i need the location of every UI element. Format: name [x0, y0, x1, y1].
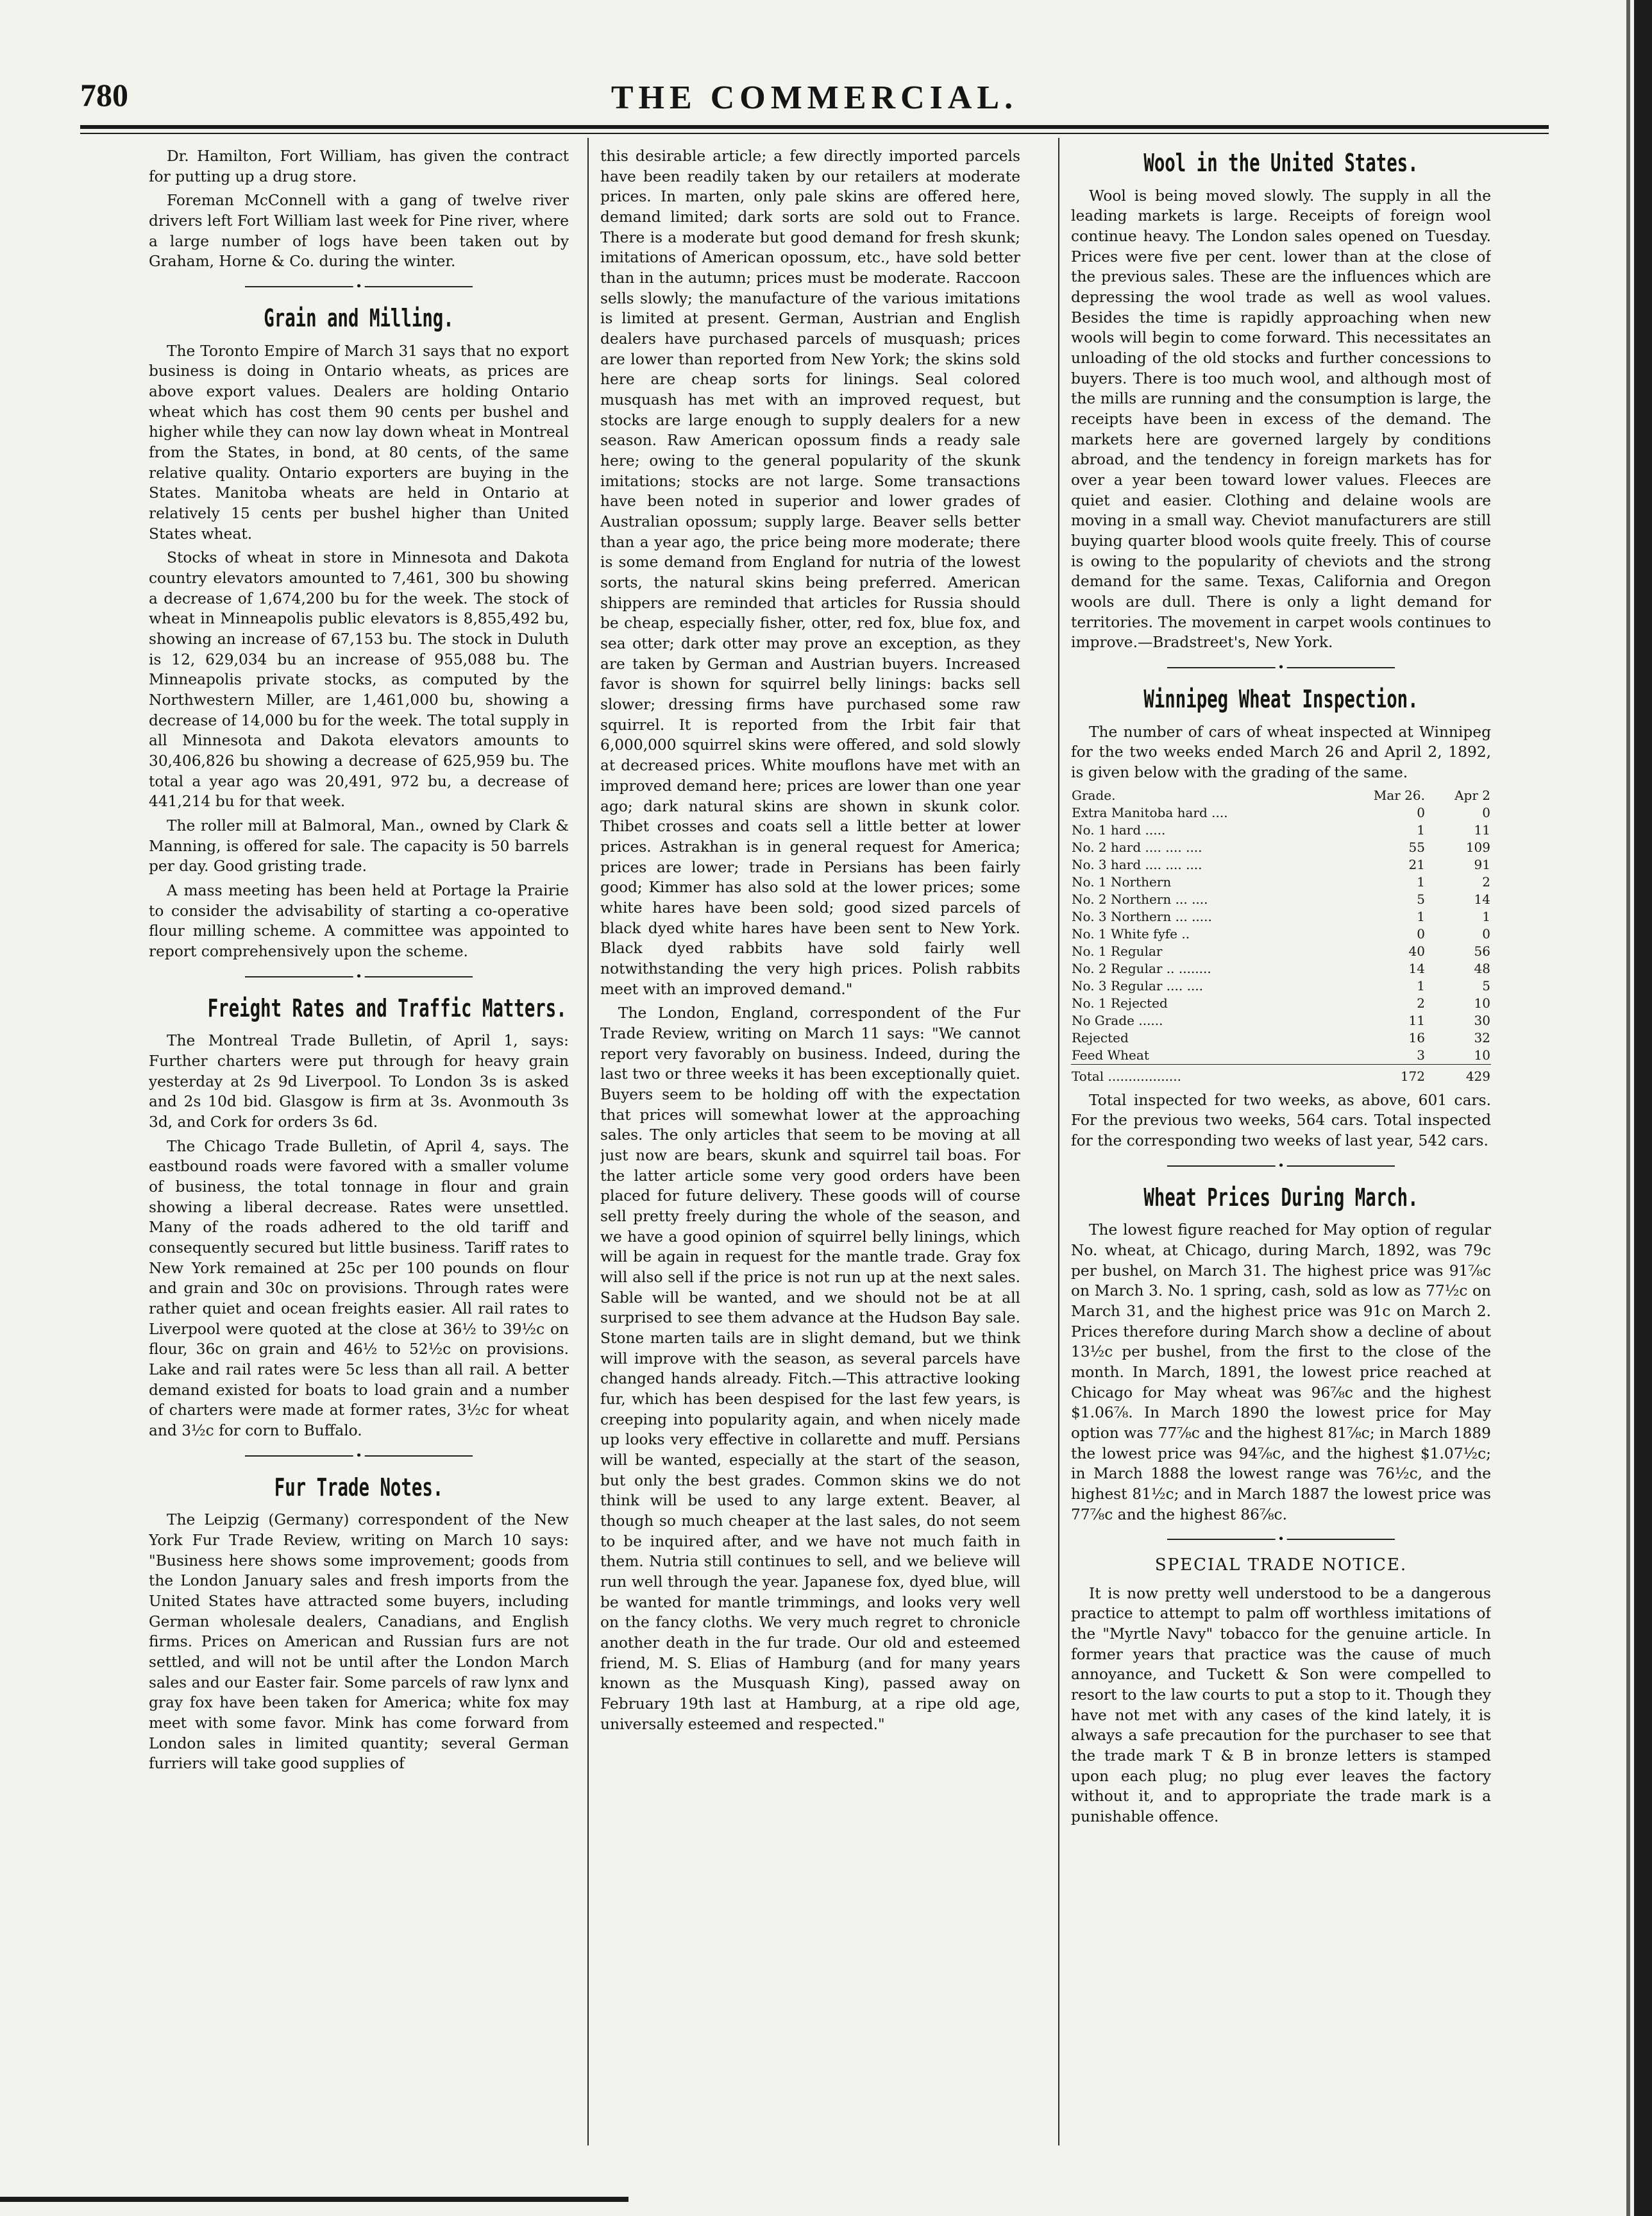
article-paragraph: Stocks of wheat in store in Minnesota and Dakota country elevators amounted to 7,461, 300 bu showing a decrease of 1,674,200 bu for the week. The stock of wheat in Minneapolis public elevators is 8,855,492 bu, showing an increase of 67,153 bu. The stock in Duluth is 12, 629,034 bu an increase of 955,088 bu. The Minneapolis private stocks, as computed by the Northwestern Miller, are 1,461,000 bu, showing a decrease of 14,000 bu for the week. The total supply in all Minnesota and Dakota elevators amounts to 30,406,826 bu showing a decrease of 625,959 bu. The total a year ago was 20,491, 972 bu, a decrease of 441,214 bu for that week.: [149, 549, 569, 811]
section-separator: •: [1071, 662, 1491, 673]
article-paragraph: Total inspected for two weeks, as above, 601 cars. For the previous two weeks, 564 cars. Total inspected for the corresponding two weeks of last year, 542 cars.: [1071, 1091, 1491, 1149]
section-heading-grain: Grain and Milling.: [264, 304, 454, 333]
section-separator: •: [149, 1450, 569, 1462]
table-cell: No. 1 hard .....: [1072, 822, 1166, 838]
section-heading-freight: Freight Rates and Traffic Matters.: [207, 994, 567, 1022]
article-paragraph: The London, England, correspondent of the Fur Trade Review, writing on March 11 says: "We cannot report very favorably on business. Indeed, during the last two or three weeks it has been exceptionally quiet. Buyers seem to be holding off with the expectation that prices will somewhat lower at the approaching sales. The only articles that seem to be moving at all just now are bears, skunk and squirrel tail boas. For the latter article some very good orders have been placed for future delivery. These goods will of course sell pretty freely during the whole of the season, and we have a good opinion of squirrel belly linings, which will be again in request for the mantle trade. Gray fox will also sell if the price is not run up at the next sales. Sable will be wanted, and we should not be at all surprised to see them advance at the Hudson Bay sale. Stone marten tails are in slight demand, but we think will improve with the season, as several parcels have changed hands already. Fitch.—This attractive looking fur, which has been despised for the last few years, is creeping into popularity again, and when nicely made up looks very effective in collarette and muff. Persians will be wanted, especially at the start of the season, but only the best grades. Common skins we do not think will be used to any large extent. Beaver, al though so much cheaper at the last sales, do not seem to be inquired after, and we have not much faith in them. Nutria still continues to sell, and we believe will run well through the year. Japanese fox, dyed blue, will be wanted for mantle trimmings, and looks very well on the fancy cloths. We very much regret to chronicle another death in the fur trade. Our old and esteemed friend, M. S. Elias of Hamburg (and for many years known as the Musquash King), passed away on February 19th last at Hamburg, at a ripe old age, universally esteemed and respected.": [600, 1004, 1020, 1733]
header-rule: [80, 125, 1549, 129]
scan-edge: [1634, 0, 1652, 2216]
footer-rule: [0, 2197, 628, 2202]
table-row: [1071, 908, 1491, 926]
table-body: [1071, 804, 1491, 1065]
table-cell: 3: [1417, 1047, 1425, 1063]
table-cell: Extra Manitoba hard ....: [1072, 804, 1228, 820]
table-cell: 32: [1474, 1029, 1490, 1045]
table-cell: 40: [1408, 943, 1425, 959]
table-row: [1071, 1047, 1491, 1065]
header-rule-thin: [80, 133, 1549, 134]
column-3: [1071, 146, 1491, 2154]
table-cell: Total ..................: [1071, 1064, 1360, 1085]
table-cell: 10: [1474, 995, 1490, 1011]
article-paragraph: Dr. Hamilton, Fort William, has given the contract for putting up a drug store.: [149, 148, 569, 185]
section-heading-fur: Fur Trade Notes.: [274, 1473, 444, 1501]
table-header-row: [1071, 787, 1491, 804]
page-number: 780: [80, 77, 128, 113]
article-paragraph: The Chicago Trade Bulletin, of April 4, says. The eastbound roads were favored with a smaller volume of business, the total tonnage in flour and grain showing a liberal decrease. Rates were unsettled. Many of the roads adhered to the old tariff and consequently secured but little business. Tariff rates to New York remained at 25c per 100 pounds on flour and grain and 30c on provisions. Through rates were rather quiet and ocean freights easier. All rail rates to Liverpool were quoted at the close at 36½ to 39½c on flour, 36c on grain and 46½ to 52½c on provisions. Lake and rail rates were 5c less than all rail. A better demand existed for boats to load grain and a number of charters were made at former rates, 3½c for wheat and 3½c for corn to Buffalo.: [149, 1137, 569, 1440]
column-divider: [1058, 138, 1059, 2145]
table-header-cell: Grade.: [1072, 787, 1116, 803]
table-cell: 56: [1474, 943, 1490, 959]
table-cell: 2: [1482, 874, 1490, 890]
table-total-row: [1071, 1064, 1491, 1085]
section-heading-prices: Wheat Prices During March.: [1143, 1183, 1419, 1212]
table-cell: 91: [1474, 856, 1490, 872]
table-cell: No. 3 Northern ... .....: [1072, 908, 1212, 924]
table-cell: No. 2 hard .... .... ....: [1072, 839, 1202, 855]
table-cell: 48: [1474, 960, 1490, 976]
table-cell: No. 1 Rejected: [1072, 995, 1168, 1011]
article-paragraph: Foreman McConnell with a gang of twelve river drivers left Fort William last week for Pine river, where a large number of logs have been taken out by Graham, Horne & Co. during the winter.: [149, 192, 569, 271]
section-separator: •: [149, 971, 569, 983]
table-cell: 14: [1408, 960, 1425, 976]
article-paragraph: this desirable article; a few directly imported parcels have been readily taken by our retailers at moderate prices. In marten, only pale skins are offered here, demand limited; dark sorts are sold out to France. There is a moderate but good demand for fresh skunk; imitations of American opossum, etc., have sold better than in the autumn; prices must be moderate. Raccoon sells slowly; the manufacture of the various imitations is limited at present. German, Austrian and English dealers have purchased parcels of musquash; prices are lower than reported from New York; the skins sold here are cheap sorts for linings. Seal colored musquash has met with an improved request, but stocks are large enough to supply dealers for a new season. Raw American opossum finds a ready sale here; owing to the general popularity of the skunk imitations; stocks are not large. Some transactions have been noted in superior and lower grades of Australian opossum; supply large. Beaver sells better than a year ago, the price being more moderate; there is some demand from England for nutria of the lowest sorts, the natural skins being preferred. American shippers are reminded that articles for Russia should be cheap, especially fisher, otter, red fox, blue fox, and sea otter; dark otter may prove an exception, as they are taken by German and Austrian buyers. Increased favor is shown for squirrel belly linings: backs sell slower; dressing firms have purchased some raw squirrel. It is reported from the Irbit fair that 6,000,000 squirrel skins were offered, and sold slowly at decreased prices. White mouflons have met with an improved demand here; prices are lower than one year ago; dark natural skins are shown in skunk color. Thibet crosses and coats sell a little better at lower prices. Astrakhan is in general request for America; prices are lower; trade in Persians has been fairly good; Kimmer has also sold at the lower prices; some white hares have been sold; good sized parcels of black dyed white hares have been sent to New York. Black dyed rabbits have sold fairly well notwithstanding the very high prices. Polish rabbits meet with an improved demand.": [600, 148, 1020, 998]
table-cell: No. 2 Northern ... ....: [1072, 891, 1208, 907]
table-cell: No. 2 Regular .. ........: [1072, 960, 1211, 976]
table-cell: 21: [1408, 856, 1425, 872]
table-cell: No. 3 hard .... .... ....: [1072, 856, 1202, 872]
table-row: [1071, 839, 1491, 856]
table-cell: 0: [1417, 926, 1425, 942]
table-cell: 429: [1426, 1064, 1491, 1085]
article-paragraph: The lowest figure reached for May option of regular No. wheat, at Chicago, during March, 1892, was 79c per bushel, on March 31. The highest price was 91⅞c on March 3. No. 1 spring, cash, sold as low as 77½c on March 31, and the highest price was 91c on March 2. Prices therefore during March show a decline of about 13½c per bushel, from the first to the close of the month. In March, 1891, the lowest price reached at Chicago for May wheat was 96⅞c and the highest $1.06⅞. In March 1890 the lowest price for May option was 77⅞c and the highest 81⅞c; in March 1889 the lowest price was 94⅞c, and the highest $1.07½c; in March 1888 the lowest range was 76½c, and the highest 81½c; and in March 1887 the lowest price was 77⅞c and the highest 86⅞c.: [1071, 1221, 1491, 1523]
article-paragraph: The Montreal Trade Bulletin, of April 1, says: Further charters were put through for heavy grain yesterday at 2s 9d Liverpool. To London 3s is asked and 2s 10d bid. Glasgow is firm at 3s. Avonmouth 3s 3d, and Cork for orders 3s 6d.: [149, 1032, 569, 1131]
article-paragraph: It is now pretty well understood to be a dangerous practice to attempt to palm off worthless imitations of the "Myrtle Navy" tobacco for the genuine article. In former years that practice was the cause of much annoyance, and Tuckett & Son were compelled to resort to the law courts to put a stop to it. Though they have not met with any cases of the kind lately, it is always a safe precaution for the purchaser to see that the trade mark T & B in bronze letters is stamped upon each plug; no plug ever leaves the factory without it, and to appropriate the trade mark is a punishable offence.: [1071, 1584, 1491, 1826]
table-row: [1071, 960, 1491, 977]
table-cell: 11: [1408, 1012, 1425, 1028]
table-row: [1071, 1029, 1491, 1047]
table-cell: Rejected: [1072, 1029, 1129, 1045]
table-cell: 11: [1474, 822, 1490, 838]
article-paragraph: Wool is being moved slowly. The supply in all the leading markets is large. Receipts of foreign wool continue heavy. The London sales opened on Tuesday. Prices were five per cent. lower than at the close of the previous sales. These are the influences which are depressing the wool trade as well as wool values. Besides the time is rapidly approaching when new wools will begin to come forward. This necessitates an unloading of the old stocks and further concessions to buyers. There is too much wool, and although most of the mills are running and the consumption is large, the receipts have been in excess of the demand. The markets here are governed largely by conditions abroad, and the tendency in foreign markets has for over a year been toward lower values. Fleeces are quiet and easier. Clothing and delaine wools are moving in a small way. Cheviot manufacturers are still buying quarter blood wools quite freely. This of course is owing to the popularity of cheviots and the strong demand for the same. Texas, California and Oregon wools are dull. There is only a light demand for territories. The movement in carpet wools continues to improve.—Bradstreet's, New York.: [1071, 187, 1491, 652]
table-cell: No. 1 Northern: [1072, 874, 1172, 890]
article-paragraph: A mass meeting has been held at Portage la Prairie to consider the advisability of starting a co-operative flour milling scheme. A committee was appointed to report comprehensively upon the scheme.: [149, 882, 569, 961]
section-separator: •: [149, 281, 569, 292]
article-paragraph: The Toronto Empire of March 31 says that no export business is doing in Ontario wheats, as prices are above export values. Dealers are holding Ontario wheat which has cost them 90 cents per bushel and higher while they can now lay down wheat in Montreal from the States, in bond, at 80 cents, of the same relative quality. Ontario exporters are buying in the States. Manitoba wheats are held in Ontario at relatively 15 cents per bushel higher than United States wheat.: [149, 342, 569, 543]
table-cell: No Grade ......: [1072, 1012, 1163, 1028]
table-cell: 16: [1408, 1029, 1425, 1045]
table-cell: 1: [1417, 874, 1425, 890]
table-cell: 172: [1360, 1064, 1426, 1085]
table-cell: 1: [1417, 908, 1425, 924]
table-header-cell: Mar 26.: [1373, 787, 1425, 803]
table-row: [1071, 1012, 1491, 1029]
table-cell: 1: [1482, 908, 1490, 924]
section-heading-special-notice: SPECIAL TRADE NOTICE.: [1154, 1555, 1408, 1575]
table-cell: 5: [1417, 891, 1425, 907]
table-cell: No. 1 White fyfe ..: [1072, 926, 1190, 942]
article-paragraph: The Leipzig (Germany) correspondent of the New York Fur Trade Review, writing on March 10 says: "Business here shows some improvement; goods from the London January sales and fresh imports from the United States have attracted some buyers, including German wholesale dealers, Canadians, and English firms. Prices on American and Russian furs are not settled, and will not be until after the London March sales and our Easter fair. Some parcels of raw lynx and gray fox have been taken for America; white fox may meet with some favor. Mink has come forward from London sales in limited quantity; several German furriers will take good supplies of: [149, 1511, 569, 1773]
table-row: [1071, 977, 1491, 995]
table-row: [1071, 943, 1491, 960]
table-row: [1071, 856, 1491, 874]
wheat-inspection-table: [1071, 787, 1491, 1085]
table-cell: 30: [1474, 1012, 1490, 1028]
table-cell: 109: [1465, 839, 1490, 855]
column-2: [600, 146, 1020, 2154]
scan-edge: [1626, 0, 1630, 2216]
column-divider: [587, 138, 589, 2145]
table-cell: 0: [1482, 804, 1490, 820]
table-cell: 0: [1417, 804, 1425, 820]
section-separator: •: [1071, 1534, 1491, 1545]
table-row: [1071, 891, 1491, 908]
table-cell: 1: [1417, 977, 1425, 994]
section-heading-winnipeg: Winnipeg Wheat Inspection.: [1143, 685, 1419, 714]
table-cell: No. 1 Regular: [1072, 943, 1163, 959]
article-paragraph: The number of cars of wheat inspected at Winnipeg for the two weeks ended March 26 and April 2, 1892, is given below with the grading of the same.: [1071, 723, 1491, 781]
table-row: [1071, 926, 1491, 943]
section-heading-wool: Wool in the United States.: [1143, 149, 1419, 177]
table-cell: 5: [1482, 977, 1490, 994]
table-cell: 0: [1482, 926, 1490, 942]
table-cell: 55: [1408, 839, 1425, 855]
section-separator: •: [1071, 1160, 1491, 1172]
table-cell: Feed Wheat: [1072, 1047, 1149, 1063]
column-1: [149, 146, 569, 2154]
table-cell: 14: [1474, 891, 1490, 907]
table-row: [1071, 874, 1491, 891]
table-row: [1071, 804, 1491, 822]
table-cell: 2: [1417, 995, 1425, 1011]
table-cell: 1: [1417, 822, 1425, 838]
page-header: [80, 67, 1549, 119]
table-row: [1071, 995, 1491, 1012]
table-cell: No. 3 Regular .... ....: [1072, 977, 1204, 994]
table-cell: 10: [1474, 1047, 1490, 1063]
table-row: [1071, 822, 1491, 839]
article-paragraph: The roller mill at Balmoral, Man., owned by Clark & Manning, is offered for sale. The capacity is 50 barrels per day. Good gristing trade.: [149, 817, 569, 875]
table-header-cell: Apr 2: [1454, 787, 1490, 803]
masthead-title: THE COMMERCIAL.: [611, 80, 1018, 116]
